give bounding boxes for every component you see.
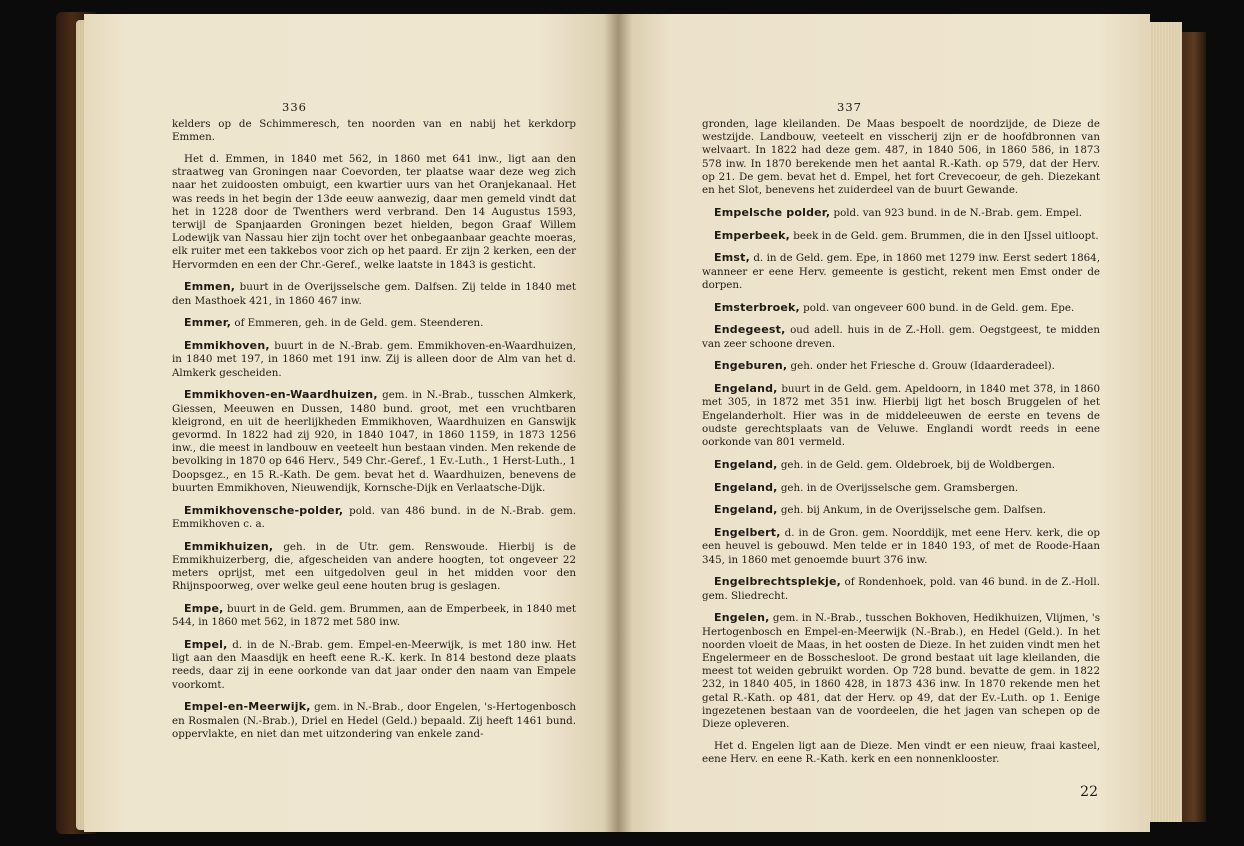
- headword: Engeland,: [714, 457, 778, 471]
- entry: Engeland, buurt in de Geld. gem. Apeldoorn, in 1840 met 378, in 1860 met 305, in 1872 met 351 inw. Hierbij ligt het bosch Bruggelen of het Engelanderholt. Hier was in de middeleeuwen de eerste en tevens de oudste gerechtsplaats van de Veluwe. Englandi wordt reeds in eene oorkonde van 801 vermeld.: [702, 382, 1100, 449]
- left-page-text: [172, 118, 576, 750]
- left-page: [84, 14, 618, 832]
- entry: Emperbeek, beek in de Geld. gem. Brummen, die in den IJssel uitloopt.: [714, 228, 1099, 242]
- entry: Emmikhoven, buurt in de N.-Brab. gem. Emmikhoven-en-Waardhuizen, in 1840 met 197, in 1860 met 191 inw. Zij is alleen door de Alm van het d. Almkerk gescheiden.: [172, 339, 576, 379]
- entry: Emmer, of Emmeren, geh. in de Geld. gem. Steenderen.: [184, 316, 484, 330]
- entry: Engeland, geh. bij Ankum, in de Overijsselsche gem. Dalfsen.: [714, 503, 1046, 517]
- headword: Engeland,: [714, 382, 778, 396]
- headword: Emst,: [714, 251, 750, 265]
- entry: Engelbrechtsplekje, of Rondenhoek, pold. van 46 bund. in de Z.-Holl. gem. Sliedrecht.: [702, 575, 1100, 602]
- signature-mark: 22: [1080, 784, 1098, 800]
- headword: Engelbrechtsplekje,: [714, 575, 841, 589]
- headword: Engelbert,: [714, 526, 781, 540]
- headword: Emmer,: [184, 316, 232, 330]
- entry: kelders op de Schimmeresch, ten noorden van en nabij het kerkdorp Emmen.: [172, 118, 576, 144]
- entry: Empelsche polder, pold. van 923 bund. in de N.-Brab. gem. Empel.: [714, 205, 1083, 219]
- entry: Emmen, buurt in de Overijsselsche gem. Dalfsen. Zij telde in 1840 met den Masthoek 421, in 1860 467 inw.: [172, 280, 576, 307]
- headword: Empel,: [184, 638, 228, 652]
- headword: Emmikhovensche-polder,: [184, 503, 344, 517]
- entry: Endegeest, oud adell. huis in de Z.-Holl. gem. Oegstgeest, te midden van zeer schoone dreven.: [702, 323, 1100, 350]
- headword: Empelsche polder,: [714, 205, 831, 219]
- headword: Engeland,: [714, 480, 778, 494]
- headword: Endegeest,: [714, 323, 786, 337]
- entry: Engelbert, d. in de Gron. gem. Noorddijk, met eene Herv. kerk, die op een heuvel is gebouwd. Men telde er in 1840 193, of met de Roode-Haan 345, in 1860 met genoemde buurt 376 inw.: [702, 526, 1100, 566]
- headword: Emmikhoven-en-Waardhuizen,: [184, 388, 378, 402]
- right-page: [618, 14, 1150, 832]
- entry: Empel-en-Meerwijk, gem. in N.-Brab., door Engelen, 's-Hertogenbosch en Rosmalen (N.-Brab.), Driel en Hedel (Geld.) bepaald. Zij heeft 1461 bund. oppervlakte, en niet dan met uitzondering van enkele zand-: [172, 700, 576, 740]
- headword: Engeland,: [714, 503, 778, 517]
- headword: Emperbeek,: [714, 228, 791, 242]
- entry: Het d. Emmen, in 1840 met 562, in 1860 met 641 inw., ligt aan den straatweg van Groningen naar Coevorden, ter plaatse waar deze weg zich naar het zuidoosten ombuigt, een kwartier uurs van het Oranjekanaal. Het was reeds in het begin der 13de eeuw aanwezig, daar men gemeld vindt dat het in 1228 door de Twenthers werd verbrand. Den 14 Augustus 1593, terwijl de Spanjaarden Groningen bezet hielden, begon Graaf Willem Lodewijk van Nassau hier zijn tocht over het onbegaanbaar geachte moeras, elk ruiter met een takkebos voor zich op het paard. Er zijn 2 kerken, een der Hervormden en een der Chr.-Geref., welke laatste in 1843 is gesticht.: [172, 153, 576, 271]
- headword: Emsterbroek,: [714, 300, 800, 314]
- headword: Emmikhoven,: [184, 339, 270, 353]
- headword: Engeburen,: [714, 359, 788, 373]
- headword: Emmen,: [184, 280, 236, 294]
- entry: Engeland, geh. in de Overijsselsche gem. Gramsbergen.: [714, 480, 1019, 494]
- entry: Empe, buurt in de Geld. gem. Brummen, aan de Emperbeek, in 1840 met 544, in 1860 met 562, in 1872 met 580 inw.: [172, 602, 576, 629]
- headword: Empe,: [184, 602, 224, 616]
- entry: Het d. Engelen ligt aan de Dieze. Men vindt er een nieuw, fraai kasteel, eene Herv. en eene R.-Kath. kerk en een nonnenklooster.: [702, 739, 1100, 766]
- entry: Engeland, geh. in de Geld. gem. Oldebroek, bij de Woldbergen.: [714, 457, 1056, 471]
- book-gutter: [604, 14, 632, 832]
- entry: gronden, lage kleilanden. De Maas bespoelt de noordzijde, de Dieze de westzijde. Landbouw, veeteelt en visscherij zijn er de hoofdbronnen van welvaart. In 1822 had deze gem. 487, in 1840 506, in 1860 586, in 1873 578 inw. In 1870 berekende men het aantal R.-Kath. op 579, dat der Herv. op 21. De gem. bevat het d. Empel, het fort Crevecoeur, de geh. Diezekant en het Slot, benevens het zuiderdeel van de buurt Gewande.: [702, 118, 1100, 197]
- entry: Emmikhoven-en-Waardhuizen, gem. in N.-Brab., tusschen Almkerk, Giessen, Meeuwen en Dussen, 1480 bund. groot, met een vruchtbaren kleigrond, en uit de heerlijkheden Emmikhoven, Waardhuizen en Ganswijk gevormd. In 1822 had zij 920, in 1840 1047, in 1860 1159, in 1873 1256 inw., die meest in landbouw en veeteelt hun bestaan vinden. Men rekende de bevolking in 1870 op 646 Herv., 549 Chr.-Geref., 1 Ev.-Luth., 1 Herst-Luth., 1 Doopsgez., en 15 R.-Kath. De gem. bevat het d. Waardhuizen, benevens de buurten Emmikhoven, Nieuwendijk, Kornsche-Dijk en Verlaatsche-Dijk.: [172, 388, 576, 494]
- headword: Engelen,: [714, 611, 770, 625]
- page-number-right: 337: [837, 100, 862, 114]
- entry: Empel, d. in de N.-Brab. gem. Empel-en-Meerwijk, is met 180 inw. Het ligt aan den Maasdijk en heeft eene R.-K. kerk. In 814 bestond deze plaats reeds, daar zij in eene oorkonde van dat jaar onder den naam van Empele voorkomt.: [172, 638, 576, 691]
- entry: Engelen, gem. in N.-Brab., tusschen Bokhoven, Hedikhuizen, Vlijmen, 's Hertogenbosch en Empel-en-Meerwijk (N.-Brab.), en Hedel (Geld.). In het noorden vloeit de Maas, in het oosten de Dieze. In het zuiden vindt men het Engelermeer en de Bosschesloot. De grond bestaat uit lage kleilanden, die meest tot weiden gebruikt worden. Op 728 bund. bevatte de gem. in 1822 232, in 1840 405, in 1860 428, in 1873 436 inw. In 1870 rekende men het getal R.-Kath. op 481, dat der Herv. op 49, dat der Ev.-Luth. op 1. Eenige ingezetenen bestaan van de voordeelen, die het jagen van schepen op de Dieze opleveren.: [702, 611, 1100, 731]
- right-page-text: [702, 118, 1100, 775]
- headword: Emmikhuizen,: [184, 539, 274, 553]
- entry: Emmikhuizen, geh. in de Utr. gem. Renswoude. Hierbij is de Emmikhuizerberg, die, afgescheiden van andere hoogten, tot ongeveer 22 meters oprijst, met een uitgedolven geul in het midden voor den Rhijnspoorweg, over welke geul eene houten brug is geslagen.: [172, 539, 576, 593]
- page-number-left: 336: [282, 100, 307, 114]
- entry: Emsterbroek, pold. van ongeveer 600 bund. in de Geld. gem. Epe.: [714, 300, 1075, 314]
- entry: Emmikhovensche-polder, pold. van 486 bund. in de N.-Brab. gem. Emmikhoven c. a.: [172, 503, 576, 530]
- entry: Emst, d. in de Geld. gem. Epe, in 1860 met 1279 inw. Eerst sedert 1864, wanneer er eene Herv. gemeente is gesticht, rekent men Emst onder de dorpen.: [702, 251, 1100, 291]
- open-book: [56, 12, 1206, 834]
- headword: Empel-en-Meerwijk,: [184, 700, 311, 714]
- entry: Engeburen, geh. onder het Friesche d. Grouw (Idaarderadeel).: [714, 359, 1055, 373]
